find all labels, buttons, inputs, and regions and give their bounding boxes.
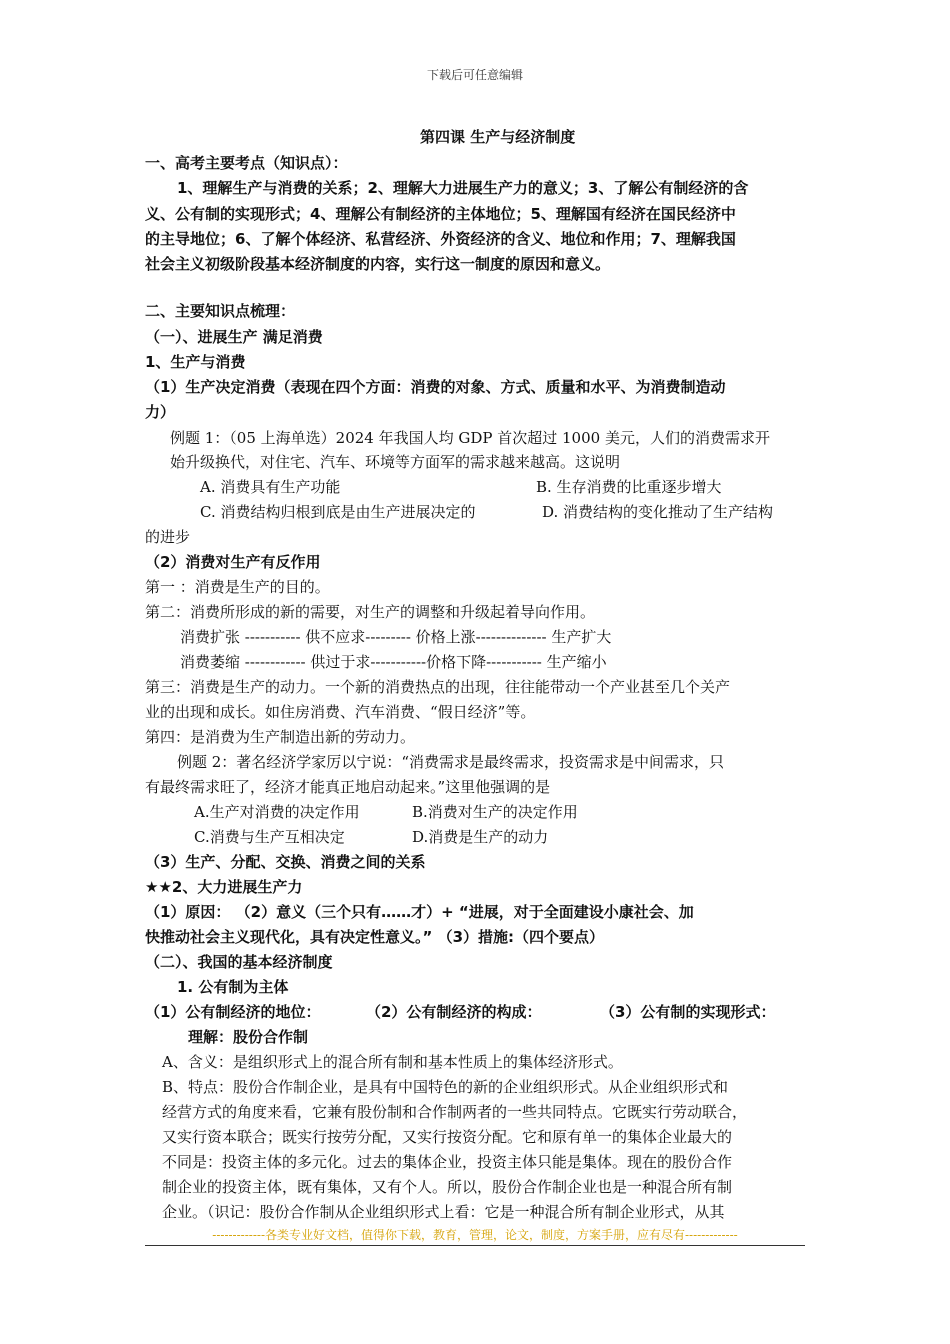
point-heading: （2）消费对生产有反作用 [145, 553, 321, 571]
point-heading: （3）生产、分配、交换、消费之间的关系 [145, 853, 426, 871]
point-heading: （3）公有制的实现形式： [600, 1003, 776, 1021]
paragraph-line: B、特点：股份合作制企业，是具有中国特色的新的企业组织形式。从企业组织形式和 [162, 1078, 729, 1096]
paragraph-line: 社会主义初级阶段基本经济制度的内容，实行这一制度的原因和意义。 [145, 255, 611, 273]
lesson-title: 第四课 生产与经济制度 [420, 128, 576, 146]
paragraph-line: 快推动社会主义现代化，具有决定性意义。” （3）措施:（四个要点） [145, 928, 605, 946]
option-b: B. 生存消费的比重逐步增大 [536, 478, 722, 496]
footer-rule [145, 1245, 805, 1246]
point-heading: （1）公有制经济的地位： [145, 1003, 321, 1021]
option-d: D. 消费结构的变化推动了生产结构 [542, 503, 774, 521]
paragraph-line: 义、公有制的实现形式；4、理解公有制经济的主体地位；5、理解国有经济在国民经济中 [145, 205, 736, 223]
point-heading: 1. 公有制为主体 [177, 978, 289, 996]
paragraph-line: 1、理解生产与消费的关系；2、理解大力进展生产力的意义；3、了解公有制经济的含 [177, 179, 749, 197]
option-c: C.消费与生产互相决定 [194, 828, 345, 846]
point-heading: （2）公有制经济的构成： [366, 1003, 542, 1021]
section-heading: 二、主要知识点梳理： [145, 302, 296, 320]
paragraph-line: 业的出现和成长。如住房消费、汽车消费、“假日经济”等。 [145, 703, 536, 721]
example-question: 有最终需求旺了，经济才能真正地启动起来。”这里他强调的是 [145, 778, 551, 796]
option-a: A. 消费具有生产功能 [200, 478, 341, 496]
page-footer: -------------各类专业好文档，值得你下载，教育，管理，论文，制度，方案手册，应有尽有------------- [212, 1228, 738, 1242]
paragraph-line: 第二：消费所形成的新的需要，对生产的调整和升级起着导向作用。 [145, 603, 596, 621]
option-d: D.消费是生产的动力 [412, 828, 549, 846]
chain-line: 消费扩张 ----------- 供不应求--------- 价格上涨-------------- 生产扩大 [180, 628, 612, 646]
paragraph-line: 经营方式的角度来看，它兼有股份制和合作制两者的一些共同特点。它既实行劳动联合， [162, 1103, 748, 1121]
paragraph-line: 不同是：投资主体的多元化。过去的集体企业，投资主体只能是集体。现在的股份合作 [162, 1153, 733, 1171]
section-heading: 一、高考主要考点（知识点）： [145, 154, 348, 172]
paragraph-line: 又实行资本联合；既实行按劳分配，又实行按资分配。它和原有单一的集体企业最大的 [162, 1128, 733, 1146]
paragraph-line: 第三：消费是生产的动力。一个新的消费热点的出现，往往能带动一个产业甚至几个关产 [145, 678, 731, 696]
example-question: 始升级换代，对住宅、汽车、环境等方面军的需求越来越高。这说明 [170, 453, 621, 471]
paragraph-line: 的主导地位；6、了解个体经济、私营经济、外资经济的含义、地位和作用；7、理解我国 [145, 230, 736, 248]
page-header: 下载后可任意编辑 [426, 68, 523, 82]
point-heading: （1）生产决定消费（表现在四个方面：消费的对象、方式、质量和水平、为消费制造动 [145, 378, 726, 396]
subsection-heading: （二）、我国的基本经济制度 [145, 953, 333, 971]
chain-line: 消费萎缩 ------------ 供过于求-----------价格下降----------- 生产缩小 [180, 653, 607, 671]
paragraph-line: A、含义：是组织形式上的混合所有制和基本性质上的集体经济形式。 [162, 1053, 623, 1071]
paragraph-line: 第四：是消费为生产制造出新的劳动力。 [145, 728, 416, 746]
point-heading: 力） [145, 403, 176, 421]
point-heading: 理解：股份合作制 [188, 1028, 309, 1046]
option-b: B.消费对生产的决定作用 [412, 803, 578, 821]
paragraph-line: 制企业的投资主体，既有集体，又有个人。所以，股份合作制企业也是一种混合所有制 [162, 1178, 733, 1196]
subsection-heading: ★★2、大力进展生产力 [145, 878, 303, 896]
paragraph-line: 企业。（识记：股份合作制从企业组织形式上看：它是一种混合所有制企业形式，从其 [162, 1203, 725, 1221]
option-a: A.生产对消费的决定作用 [194, 803, 360, 821]
option-d-continued: 的进步 [145, 528, 191, 546]
example-question: 例题 2：著名经济学家厉以宁说：“消费需求是最终需求，投资需求是中间需求，只 [177, 753, 724, 771]
example-question: 例题 1：（05 上海单选）2024 年我国人均 GDP 首次超过 1000 美元，人们的消费需求开 [170, 429, 770, 447]
subsection-heading: 1、生产与消费 [145, 353, 246, 371]
paragraph-line: 第一 ：消费是生产的目的。 [145, 578, 330, 596]
paragraph-line: （1）原因： （2）意义（三个只有……才）+ “进展，对于全面建设小康社会、加 [145, 903, 694, 921]
option-c: C. 消费结构归根到底是由生产进展决定的 [200, 503, 476, 521]
subsection-heading: （一）、进展生产 满足消费 [145, 328, 323, 346]
